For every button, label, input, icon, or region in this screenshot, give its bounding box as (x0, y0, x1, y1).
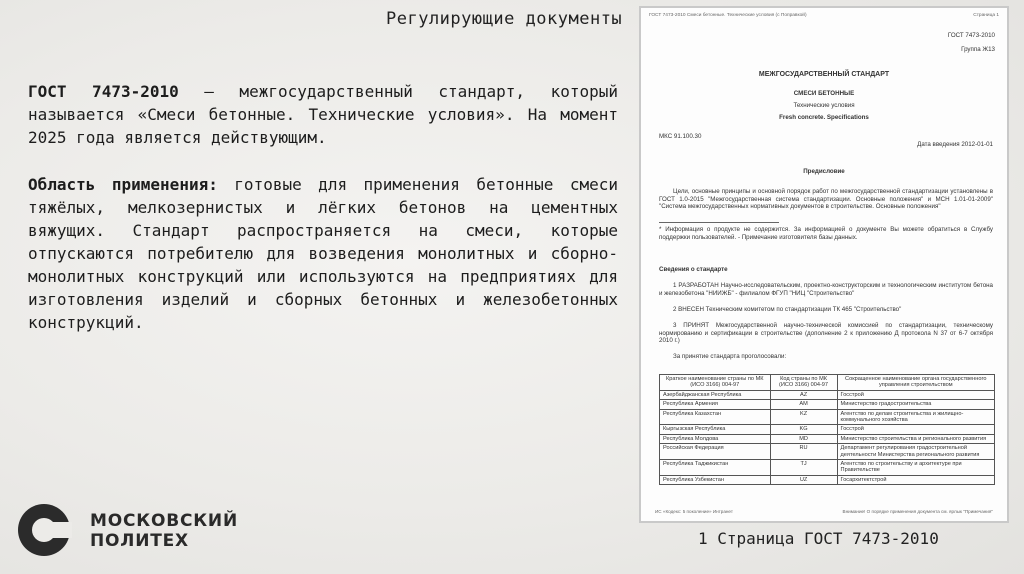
doc-countries-table (659, 374, 995, 485)
table-cell: KG (770, 425, 837, 434)
doc-voted: За принятие стандарта проголосовали: (673, 353, 787, 360)
doc-preface-title: Предисловие (803, 168, 845, 175)
table-cell: Российская Федерация (660, 444, 771, 460)
logo-line-2: ПОЛИТЕХ (90, 531, 189, 551)
table-cell: Департамент регулирования градостроительной деятельности Министерства регионального развития (837, 444, 994, 460)
intro-paragraph (28, 80, 618, 149)
doc-footer-left: ИС «Кодекс: 5 поколение» Интранет (655, 509, 733, 515)
doc-code: ГОСТ 7473-2010 (947, 32, 995, 39)
doc-intro-date: Дата введения 2012-01-01 (917, 141, 993, 148)
doc-info-title: Сведения о стандарте (659, 266, 728, 273)
logo (18, 504, 238, 560)
logo-mark-icon (18, 504, 70, 556)
doc-info-3: 3 ПРИНЯТ Межгосударственной научно-технической комиссией по стандартизации, техническому нормированию и сертификации в строительстве (дополнение 2 к приложению Д протокола N 37 от 6-7 октября 2010 г.) (659, 322, 993, 345)
table-row (660, 400, 995, 409)
table-cell: Республика Узбекистан (660, 475, 771, 484)
table-cell: Госстрой (837, 390, 994, 399)
table-cell: AZ (770, 390, 837, 399)
doc-preface-text: Цели, основные принципы и основной порядок работ по межгосударственной стандартизации установлены в ГОСТ 1.0-2015 "Межгосударственная система стандартизации. Основные положения" и МСН 1.01-01-2009" "Система межгосударственных нормативных документов в строительстве. Основные положения" (659, 188, 993, 211)
table-header-row (660, 375, 995, 391)
document-image (639, 6, 1009, 523)
scope-paragraph (28, 173, 618, 334)
scope-label: Область применения: (28, 175, 218, 194)
document-page (641, 8, 1007, 521)
table-row (660, 425, 995, 434)
table-cell: Республика Молдова (660, 434, 771, 443)
doc-footnote-line (659, 222, 779, 223)
table-row (660, 434, 995, 443)
doc-name-en: Fresh concrete. Specifications (779, 114, 869, 121)
table-row (660, 475, 995, 484)
table-cell: KZ (770, 409, 837, 425)
page-title: Регулирующие документы (386, 9, 623, 29)
table-cell: UZ (770, 475, 837, 484)
table-header-cell: Краткое наименование страны по МК (ИСО 3166) 004-97 (660, 375, 771, 391)
doc-footnote: * Информация о продукте не содержится. За информацией о документе Вы можете обратиться в Службу поддержки пользователей. - Примечание изготовителя базы данных. (659, 226, 993, 241)
logo-line-1: МОСКОВСКИЙ (90, 511, 238, 531)
gost-code: ГОСТ 7473-2010 (28, 82, 179, 101)
doc-header-left: ГОСТ 7473-2010 Смеси бетонные. Технические условия (с Поправкой) (649, 13, 807, 18)
table-cell: Республика Армения (660, 400, 771, 409)
doc-group: Группа Ж13 (961, 46, 995, 53)
doc-info-1: 1 РАЗРАБОТАН Научно-исследовательским, проектно-конструкторским и технологическим институтом бетона и железобетона "НИИЖБ" - филиалом ФГУП "НИЦ "Строительство" (659, 282, 993, 297)
table-cell: Республика Таджикистан (660, 460, 771, 476)
table-row (660, 390, 995, 399)
doc-footer-right: Внимание! О порядке применения документа см. ярлык "Примечания" (842, 509, 993, 515)
doc-name-ru: СМЕСИ БЕТОННЫЕ (793, 90, 855, 97)
doc-header-right: Страница 1 (973, 13, 999, 18)
table-cell: RU (770, 444, 837, 460)
table-row (660, 409, 995, 425)
table-row (660, 444, 995, 460)
table-cell: Госстрой (837, 425, 994, 434)
doc-subtitle-ru: Технические условия (793, 102, 855, 109)
table-cell: Агентство по строительству и архитектуре при Правительстве (837, 460, 994, 476)
logo-text (90, 511, 238, 551)
table-cell: Министерство строительства и регионального развития (837, 434, 994, 443)
table-cell: MD (770, 434, 837, 443)
intro-text: — межгосударственный стандарт, который называется «Смеси бетонные. Технические условия». На момент 2025 года является действующим. (28, 82, 618, 147)
doc-standard-type: МЕЖГОСУДАРСТВЕННЫЙ СТАНДАРТ (758, 71, 890, 78)
table-cell: AM (770, 400, 837, 409)
table-cell: Госархитектстрой (837, 475, 994, 484)
table-cell: Кыргызская Республика (660, 425, 771, 434)
table-row (660, 460, 995, 476)
doc-info-2: 2 ВНЕСЕН Техническим комитетом по стандартизации ТК 465 "Строительство" (673, 306, 902, 313)
scope-text: готовые для применения бетонные смеси тяжёлых, мелкозернистых и лёгких бетонов на цементных вяжущих. Стандарт распространяется на смеси, которые отпускаются потребителю для возведения монолитных и сборно-монолитных конструкций или используются на предприятиях для изготовления изделий и сборных бетонных и железобетонных конструкций. (28, 175, 618, 332)
table-header-cell: Код страны по МК (ИСО 3166) 004-97 (770, 375, 837, 391)
table-cell: TJ (770, 460, 837, 476)
table-header-cell: Сокращенное наименование органа государственного управления строительством (837, 375, 994, 391)
doc-mks: МКС 91.100.30 (659, 133, 702, 140)
table-cell: Азербайджанская Республика (660, 390, 771, 399)
table-cell: Агентство по делам строительства и жилищно-коммунального хозяйства (837, 409, 994, 425)
doc-footer (655, 508, 993, 516)
table-cell: Министерство градостроительства (837, 400, 994, 409)
table-cell: Республика Казахстан (660, 409, 771, 425)
document-caption: 1 Страница ГОСТ 7473-2010 (698, 529, 939, 548)
doc-header (649, 12, 999, 20)
